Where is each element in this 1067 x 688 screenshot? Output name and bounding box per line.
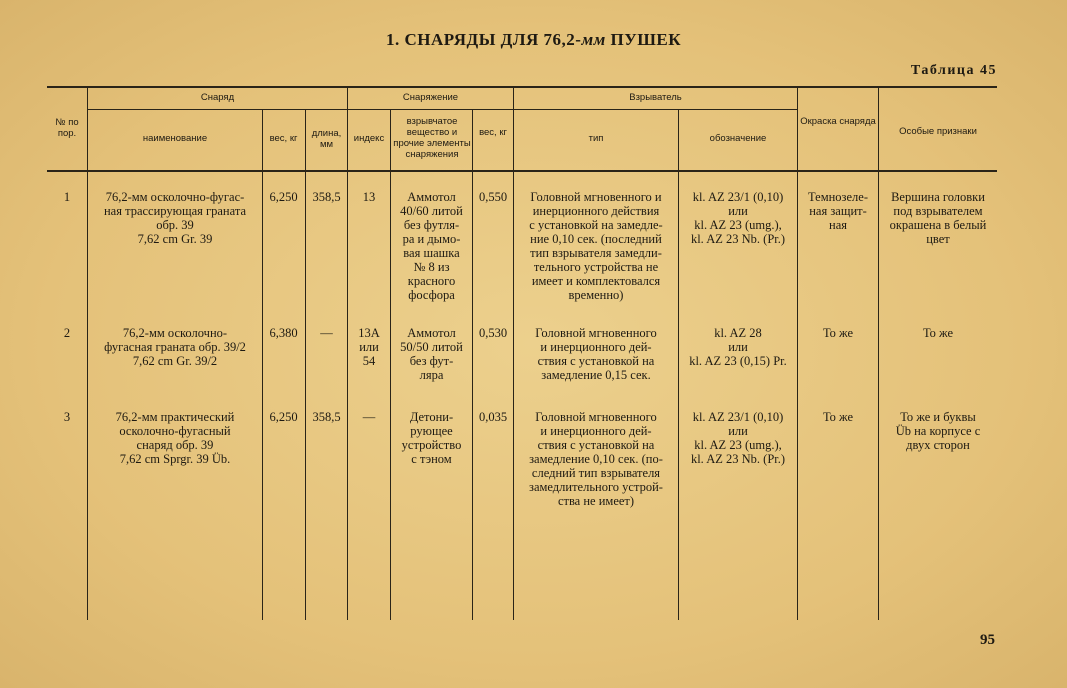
row-3-filling-weight: 0,035 — [478, 410, 508, 424]
header-bottom-rule — [47, 170, 997, 172]
header-features: Особые признаки — [899, 126, 977, 137]
title-prefix: СНАРЯДЫ ДЛЯ 76,2- — [404, 30, 582, 49]
row-2-name: 76,2-мм осколочно- фугасная граната обр. 39/2 7,62 cm Gr. 39/2 — [104, 326, 246, 368]
row-1-fuze-type: Головной мгновенного и инерционного действия с установкой на замедле- ние 0,10 сек. (последний тип взрывателя замедли- тельного устройства не имеет и комплектовался временно) — [529, 190, 663, 302]
row-1-paint: Темнозеле- ная защит- ная — [808, 190, 868, 232]
row-3-fuze-type: Головной мгновенного и инерционного дей- ствия с установкой на замедление 0,10 сек. (по- следний тип взрывателя замедлительного устрой- ства не имеет) — [529, 410, 663, 508]
header-index: индекс — [353, 133, 385, 144]
row-3-name: 76,2-мм практический осколочно-фугасный снаряд обр. 39 7,62 cm Sprgr. 39 Üb. — [115, 410, 235, 466]
header-group-shell: Снаряд — [200, 92, 235, 103]
row-1-num: 1 — [63, 190, 71, 204]
row-3-num: 3 — [63, 410, 71, 424]
row-3-fuze-designation: kl. AZ 23/1 (0,10) или kl. AZ 23 (umg.), kl. AZ 23 Nb. (Pr.) — [690, 410, 786, 466]
col-divider — [797, 88, 798, 620]
row-2-filling-weight: 0,530 — [478, 326, 508, 340]
header-group-rule — [88, 109, 798, 110]
header-group-filling: Снаряжение — [402, 92, 459, 103]
header-paint: Окраска снаряда — [800, 116, 876, 127]
row-3-paint: То же — [822, 410, 854, 424]
table-top-rule — [47, 86, 997, 88]
title-unit: мм — [581, 30, 606, 49]
col-divider — [878, 88, 879, 620]
header-fuze-type: тип — [588, 133, 604, 144]
row-2-fuze-designation: kl. AZ 28 или kl. AZ 23 (0,15) Pr. — [689, 326, 787, 368]
row-2-length: — — [320, 326, 333, 340]
row-1-fuze-designation: kl. AZ 23/1 (0,10) или kl. AZ 23 (umg.), kl. AZ 23 Nb. (Pr.) — [690, 190, 786, 246]
table-number: Таблица 45 — [910, 63, 997, 78]
header-shell-weight: вес, кг — [269, 133, 298, 144]
row-1-explosive: Аммотол 40/60 литой без футля- ра и дымо- вая шашка № 8 из красного фосфора — [400, 190, 463, 302]
row-2-weight: 6,380 — [269, 326, 298, 340]
header-filling-weight: вес, кг — [479, 127, 507, 138]
header-group-fuze: Взрыватель — [629, 92, 682, 103]
col-divider — [305, 110, 306, 620]
row-3-explosive: Детони- рующее устройство с тэном — [401, 410, 462, 466]
header-shell-name: наименование — [142, 133, 208, 144]
header-fuze-designation: обозначение — [709, 133, 767, 144]
row-1-name: 76,2-мм осколочно-фугас- ная трассирующая граната обр. 39 7,62 cm Gr. 39 — [103, 190, 247, 246]
row-2-index: 13А или 54 — [358, 326, 380, 368]
row-2-fuze-type: Головной мгновенного и инерционного дей- ствия с установкой на замедление 0,15 сек. — [535, 326, 657, 382]
row-2-explosive: Аммотол 50/50 литой без фут- ляра — [400, 326, 463, 382]
row-1-length: 358,5 — [312, 190, 341, 204]
header-shell-length: длина, мм — [311, 128, 342, 150]
col-divider — [87, 88, 88, 620]
title-suffix: ПУШЕК — [610, 30, 682, 49]
row-1-filling-weight: 0,550 — [478, 190, 508, 204]
page-number: 95 — [980, 632, 995, 648]
title-number: 1. — [385, 30, 400, 49]
row-1-weight: 6,250 — [269, 190, 298, 204]
row-3-features: То же и буквы Üb на корпусе с двух сторон — [895, 410, 981, 452]
header-explosive: взрывчатое вещество и прочие элементы снаряжения — [393, 116, 471, 160]
row-2-paint: То же — [822, 326, 854, 340]
col-divider — [472, 110, 473, 620]
row-2-num: 2 — [63, 326, 71, 340]
row-1-features: Вершина головки под взрывателем окрашена в белый цвет — [889, 190, 987, 246]
row-2-features: То же — [922, 326, 954, 340]
header-num: № по пор. — [55, 117, 79, 139]
row-3-index: — — [362, 410, 376, 424]
row-1-index: 13 — [362, 190, 376, 204]
col-divider — [262, 110, 263, 620]
row-3-length: 358,5 — [312, 410, 341, 424]
row-3-weight: 6,250 — [269, 410, 298, 424]
